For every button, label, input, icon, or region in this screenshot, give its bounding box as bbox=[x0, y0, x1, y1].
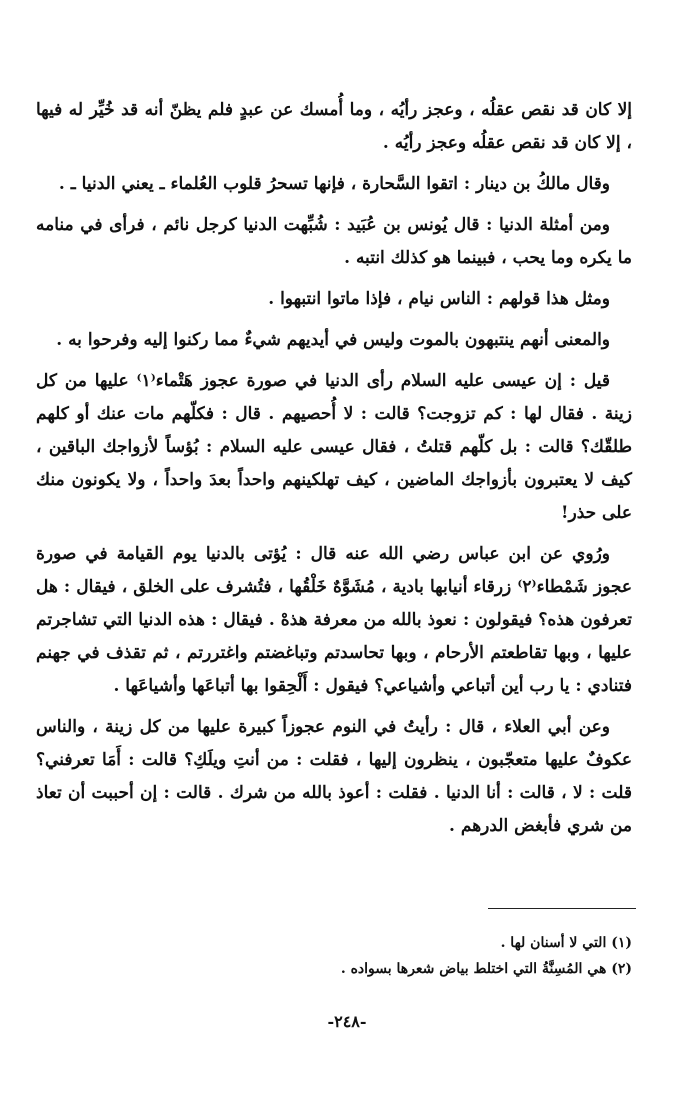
page-number: -٢٤٨- bbox=[327, 1012, 367, 1031]
paragraph: ومثل هذا قولهم : الناس نيام ، فإذا ماتوا انتبهوا . bbox=[268, 289, 610, 309]
footnote: (١) التي لا أسنان لها . bbox=[500, 935, 632, 951]
paragraph: وعن أبي العلاء ، قال : رأيتُ في النوم عجوزاً كبيرة عليها من كل زينة ، والناس عكوفٌ عليها متعجّبون ، ينظرون إليها ، فقلت : من أنتِ ويلَكِ؟ قالت : أَمَا تعرفني؟ قلت : لا ، قالت : أنا الدنيا . فقلت : أعوذ بالله من شرك . قالت : إن أحببت أن تعاذ من شري فأبغض الدرهم . bbox=[36, 717, 632, 836]
footnote: (٢) هي المُسِنَّةُ التي اختلط بياض شعرها بسواده . bbox=[340, 961, 632, 977]
paragraph: إلا كان قد نقص عقلُه ، وعجز رأيُه ، وما أُمسك عن عبدٍ فلم يظنّ أنه قد خُيِّر له فيها ، إلا كان قد نقص عقلُه وعجز رأيُه . bbox=[36, 100, 632, 153]
footnotes bbox=[60, 930, 632, 982]
main-text bbox=[36, 94, 632, 851]
paragraph: والمعنى أنهم ينتبهون بالموت وليس في أيديهم شيءٌ مما ركنوا إليه وفرحوا به . bbox=[56, 330, 610, 350]
paragraph: وقال مالكُ بن دينار : اتقوا السَّحارة ، فإنها تسحرُ قلوب العُلماء ـ يعني الدنيا ـ . bbox=[58, 174, 610, 194]
paragraph: ومن أمثلة الدنيا : قال يُونس بن عُبَيد : شُبِّهت الدنيا كرجل نائم ، فرأى في منامه ما يكره وما يحب ، فبينما هو كذلك انتبه . bbox=[36, 215, 632, 268]
paragraph: قيل : إن عيسى عليه السلام رأى الدنيا في صورة عجوز هَتْماء⁽١⁾ عليها من كل زينة . فقال لها : كم تزوجت؟ قالت : لا أُحصيهم . قال : فكلّهم مات عنك أو كلهم طلقّك؟ قالت : بل كلّهم قتلتُ ، فقال عيسى عليه السلام : بُؤساً لأزواجك الباقين ، كيف لا يعتبرون بأزواجك الماضين ، كيف تهلكينهم واحداً بعدَ واحداً ، ولا يكونون منك على حذر! bbox=[36, 371, 632, 523]
paragraph: ورُوي عن ابن عباس رضي الله عنه قال : يُؤتى بالدنيا يوم القيامة في صورة عجوز شَمْطاء⁽٢⁾ زرقاء أنيابها بادية ، مُشَوَّهٌ خَلْقُها ، فتُشرف على الخلق ، فيقال : هل تعرفون هذه؟ فيقولون : نعوذ بالله من معرفة هذهْ . فيقال : هذه الدنيا التي تشاجرتم عليها ، وبها تقاطعتم الأرحام ، وبها تحاسدتم وتباغضتم واغتررتم ، ثم تقذف في جهنم فتنادي : يا رب أين أتباعي وأشياعي؟ فيقول : أَلْحِقوا بها أتباعَها وأشياعَها . bbox=[36, 544, 632, 696]
footnote-divider bbox=[488, 908, 636, 909]
